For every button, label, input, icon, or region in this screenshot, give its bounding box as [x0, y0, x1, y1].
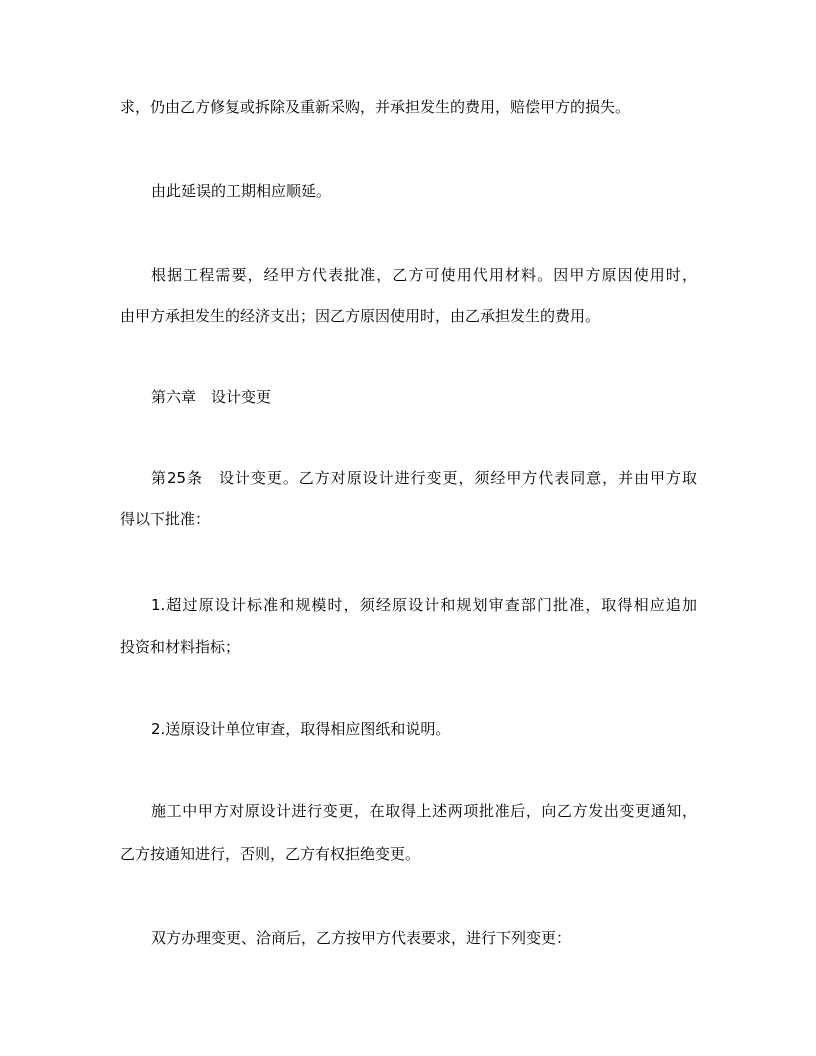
paragraph-line: 施工中甲方对原设计进行变更，在取得上述两项批准后，向乙方发出变更通知，: [151, 802, 697, 820]
list-item-line: 投资和材料指标；: [120, 638, 241, 656]
paragraph-line: 得以下批准：: [120, 510, 211, 528]
section-heading: 第六章 设计变更: [151, 388, 272, 406]
paragraph-line: 由此延误的工期相应顺延。: [151, 182, 332, 200]
paragraph-line: 由甲方承担发生的经济支出；因乙方原因使用时，由乙承担发生的费用。: [120, 307, 601, 325]
paragraph-line: 根据工程需要，经甲方代表批准，乙方可使用代用材料。因甲方原因使用时，: [151, 266, 697, 284]
paragraph-line: 求，仍由乙方修复或拆除及重新采购，并承担发生的费用，赔偿甲方的损失。: [120, 98, 631, 116]
paragraph-line: 乙方按通知进行，否则，乙方有权拒绝变更。: [120, 845, 421, 863]
paragraph-line: 第25条 设计变更。乙方对原设计进行变更，须经甲方代表同意，并由甲方取: [151, 469, 697, 487]
list-item-line: 2.送原设计单位审查，取得相应图纸和说明。: [151, 720, 451, 738]
list-item-line: 1.超过原设计标准和规模时，须经原设计和规划审查部门批准，取得相应追加: [151, 596, 697, 614]
paragraph-line: 双方办理变更、洽商后，乙方按甲方代表要求，进行下列变更：: [151, 929, 572, 947]
